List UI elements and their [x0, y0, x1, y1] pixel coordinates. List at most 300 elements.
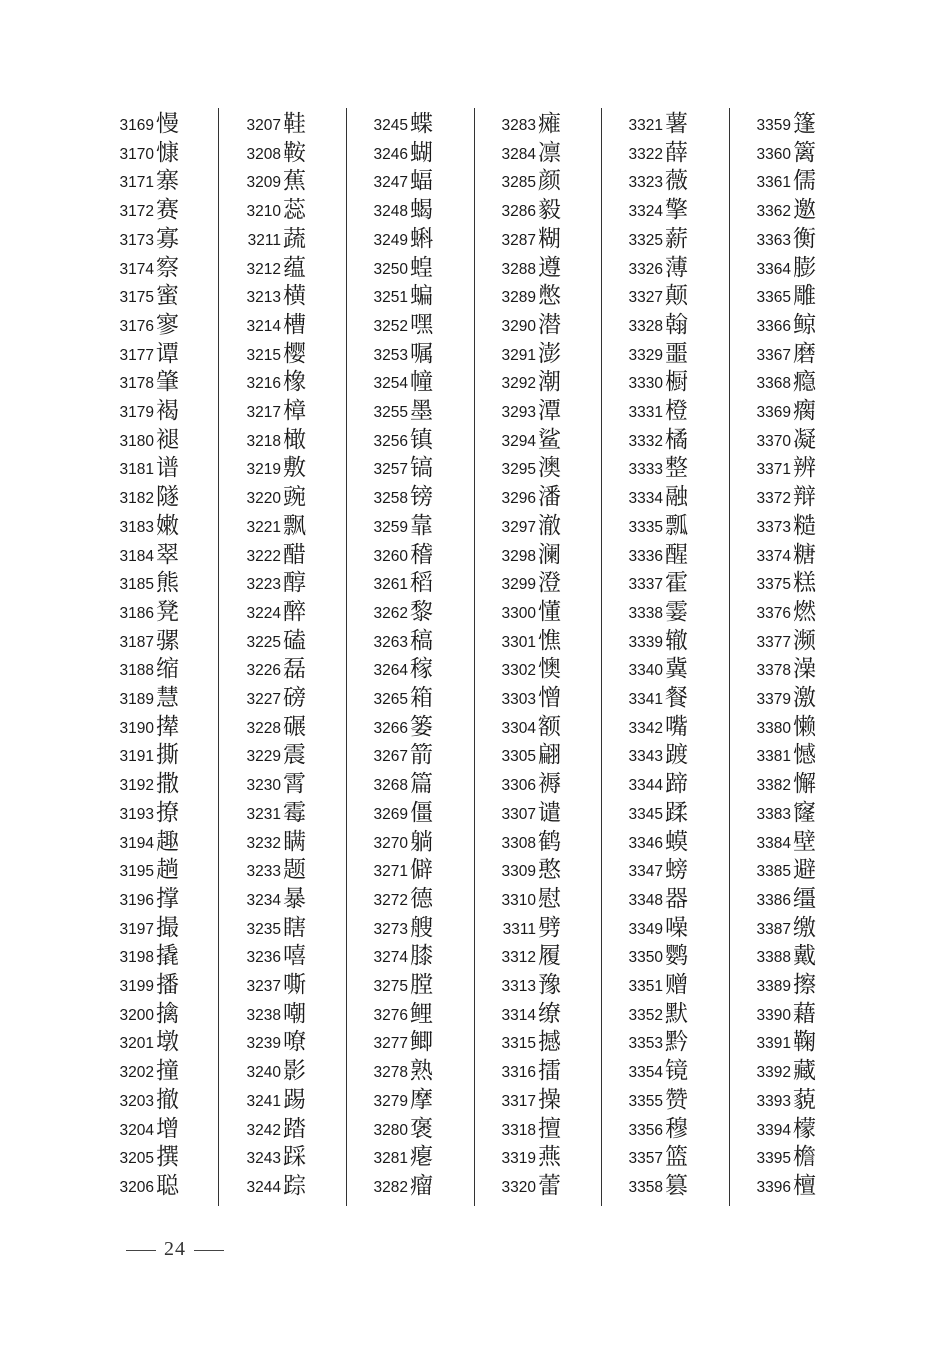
entry-character: 擦 [793, 972, 816, 998]
entry-character: 熊 [156, 570, 179, 597]
entry-number: 3242 [246, 1121, 281, 1139]
table-row [96, 1055, 220, 1084]
entry-number: 3263 [373, 633, 408, 651]
table-row [605, 223, 729, 252]
table-row [96, 194, 220, 223]
entry-number: 3385 [756, 863, 791, 881]
entry-number: 3391 [756, 1035, 791, 1053]
entry-character: 影 [283, 1058, 306, 1085]
table-row [223, 309, 347, 338]
entry-character: 噪 [665, 914, 688, 941]
entry-character: 蝎 [410, 197, 433, 224]
entry-character: 靠 [410, 512, 433, 539]
table-column [96, 108, 220, 1208]
entry-number: 3361 [756, 174, 791, 192]
table-row [223, 194, 347, 223]
table-row [733, 165, 857, 194]
entry-character: 篇 [410, 771, 433, 798]
entry-number: 3295 [501, 461, 536, 479]
entry-character: 蝗 [410, 254, 433, 281]
entry-character: 潮 [538, 369, 561, 396]
entry-number: 3198 [119, 949, 154, 967]
table-row [96, 1026, 220, 1055]
entry-number: 3355 [628, 1092, 663, 1110]
entry-character: 撰 [156, 1144, 179, 1171]
entry-number: 3233 [246, 863, 281, 881]
entry-number: 3340 [628, 662, 663, 680]
table-row [96, 998, 220, 1027]
entry-number: 3294 [501, 432, 536, 450]
entry-number: 3170 [119, 145, 154, 163]
table-row [733, 682, 857, 711]
table-row [478, 108, 602, 137]
entry-number: 3249 [373, 231, 408, 249]
entry-number: 3367 [756, 346, 791, 364]
entry-character: 缰 [793, 885, 816, 912]
entry-character: 额 [538, 713, 561, 740]
entry-character: 察 [156, 254, 179, 281]
entry-character: 糊 [538, 225, 561, 252]
table-row [223, 481, 347, 510]
entry-character: 翩 [538, 742, 561, 769]
table-row [733, 338, 857, 367]
entry-character: 嘿 [410, 311, 433, 338]
table-row [605, 1170, 729, 1199]
entry-character: 鲸 [793, 311, 816, 338]
entry-character: 薪 [665, 225, 688, 252]
entry-character: 霄 [283, 771, 306, 798]
entry-character: 镜 [665, 1058, 688, 1085]
table-row [223, 1084, 347, 1113]
entry-character: 糙 [793, 512, 816, 539]
table-row [223, 252, 347, 281]
table-row [733, 1084, 857, 1113]
entry-character: 德 [410, 885, 433, 912]
entry-character: 糕 [793, 570, 816, 597]
entry-character: 霎 [665, 598, 688, 625]
entry-character: 撒 [156, 771, 179, 798]
table-row [350, 1113, 474, 1142]
table-row [96, 912, 220, 941]
entry-number: 3312 [501, 949, 536, 967]
entry-number: 3183 [119, 518, 154, 536]
entry-character: 憋 [538, 283, 561, 310]
table-row [96, 539, 220, 568]
entry-number: 3215 [246, 346, 281, 364]
entry-number: 3175 [119, 289, 154, 307]
entry-character: 嘴 [665, 713, 688, 740]
entry-number: 3274 [373, 949, 408, 967]
table-row [733, 452, 857, 481]
table-row [96, 682, 220, 711]
table-row [96, 625, 220, 654]
table-row [478, 452, 602, 481]
table-row [605, 137, 729, 166]
entry-character: 橘 [665, 426, 688, 453]
table-row [478, 711, 602, 740]
table-row [605, 625, 729, 654]
entry-character: 磨 [793, 340, 816, 367]
entry-character: 操 [538, 1086, 561, 1113]
entry-character: 膨 [793, 254, 816, 281]
entry-character: 豫 [538, 972, 561, 998]
entry-number: 3206 [119, 1178, 154, 1196]
table-row [223, 969, 347, 998]
table-row [733, 1141, 857, 1170]
table-row [350, 596, 474, 625]
table-row [605, 309, 729, 338]
entry-number: 3227 [246, 691, 281, 708]
entry-character: 毅 [538, 197, 561, 224]
entry-number: 3307 [501, 805, 536, 823]
entry-number: 3332 [628, 432, 663, 450]
entry-number: 3318 [501, 1121, 536, 1139]
entry-character: 潘 [538, 484, 561, 511]
table-row [733, 797, 857, 826]
table-row [478, 883, 602, 912]
entry-character: 潭 [538, 398, 561, 424]
entry-character: 瞒 [283, 828, 306, 855]
entry-number: 3270 [373, 834, 408, 852]
entry-number: 3362 [756, 203, 791, 221]
entry-character: 凳 [156, 598, 179, 625]
entry-character: 趟 [156, 857, 179, 884]
entry-character: 熟 [410, 1058, 433, 1085]
entry-character: 戴 [793, 943, 816, 970]
entry-number: 3236 [246, 949, 281, 967]
entry-number: 3269 [373, 805, 408, 823]
table-row [223, 797, 347, 826]
table-row [478, 969, 602, 998]
entry-number: 3336 [628, 547, 663, 565]
table-row [605, 969, 729, 998]
table-row [350, 739, 474, 768]
table-row [350, 768, 474, 797]
entry-number: 3358 [628, 1178, 663, 1196]
entry-number: 3382 [756, 777, 791, 795]
entry-character: 嘹 [283, 1029, 306, 1056]
table-row [733, 567, 857, 596]
entry-character: 篷 [793, 111, 816, 137]
entry-character: 橱 [665, 369, 688, 396]
entry-number: 3195 [119, 863, 154, 881]
entry-character: 凝 [793, 426, 816, 453]
table-row [350, 194, 474, 223]
table-row [478, 826, 602, 855]
entry-character: 颠 [665, 283, 688, 310]
entry-number: 3229 [246, 748, 281, 766]
table-row [605, 1113, 729, 1142]
entry-character: 澡 [793, 656, 816, 683]
entry-character: 震 [283, 742, 306, 769]
entry-number: 3386 [756, 891, 791, 909]
entry-character: 艘 [410, 914, 433, 941]
entry-character: 敷 [283, 455, 306, 482]
table-row [605, 567, 729, 596]
entry-number: 3300 [501, 604, 536, 622]
table-row [350, 338, 474, 367]
entry-character: 薇 [665, 168, 688, 195]
table-row [605, 596, 729, 625]
entry-number: 3251 [373, 289, 408, 307]
entry-number: 3288 [501, 260, 536, 278]
entry-number: 3172 [119, 203, 154, 221]
entry-number: 3383 [756, 805, 791, 823]
entry-character: 踱 [665, 742, 688, 769]
table-row [223, 223, 347, 252]
table-row [350, 912, 474, 941]
table-row [96, 223, 220, 252]
table-row [478, 1084, 602, 1113]
entry-number: 3238 [246, 1006, 281, 1024]
entry-number: 3314 [501, 1006, 536, 1024]
entry-number: 3299 [501, 576, 536, 594]
entry-number: 3303 [501, 691, 536, 708]
entry-character: 避 [793, 857, 816, 884]
entry-character: 赞 [665, 1086, 688, 1113]
table-row [605, 338, 729, 367]
entry-number: 3374 [756, 547, 791, 565]
entry-number: 3302 [501, 662, 536, 680]
entry-number: 3366 [756, 317, 791, 335]
entry-character: 褒 [410, 1115, 433, 1142]
entry-character: 鲨 [538, 426, 561, 453]
entry-character: 辩 [793, 484, 816, 511]
entry-number: 3194 [119, 834, 154, 852]
entry-number: 3304 [501, 719, 536, 737]
entry-character: 樱 [283, 340, 306, 367]
entry-character: 慰 [538, 885, 561, 912]
entry-character: 澜 [538, 541, 561, 568]
table-row [478, 567, 602, 596]
entry-character: 赠 [665, 972, 688, 998]
table-row [350, 797, 474, 826]
entry-character: 磊 [283, 656, 306, 683]
table-row [478, 510, 602, 539]
table-row [350, 969, 474, 998]
entry-number: 3266 [373, 719, 408, 737]
entry-character: 澎 [538, 340, 561, 367]
table-row [605, 510, 729, 539]
page-number: 24 [164, 1238, 186, 1260]
entry-character: 儒 [793, 168, 816, 195]
table-row [733, 998, 857, 1027]
table-row [478, 338, 602, 367]
entry-number: 3339 [628, 633, 663, 651]
table-row [605, 539, 729, 568]
entry-number: 3184 [119, 547, 154, 565]
table-row [478, 912, 602, 941]
entry-number: 3321 [628, 117, 663, 134]
table-row [96, 739, 220, 768]
table-row [223, 998, 347, 1027]
entry-number: 3237 [246, 978, 281, 995]
entry-number: 3384 [756, 834, 791, 852]
entry-character: 踪 [283, 1172, 306, 1199]
entry-character: 撞 [156, 1058, 179, 1085]
entry-character: 横 [283, 283, 306, 310]
entry-number: 3199 [119, 978, 154, 995]
entry-number: 3179 [119, 404, 154, 421]
entry-character: 谴 [538, 799, 561, 826]
table-row [96, 395, 220, 424]
table-row [223, 1055, 347, 1084]
table-row [96, 452, 220, 481]
table-row [605, 653, 729, 682]
table-row [223, 137, 347, 166]
entry-character: 瘸 [793, 398, 816, 424]
table-row [350, 539, 474, 568]
table-row [478, 596, 602, 625]
entry-character: 嘻 [283, 943, 306, 970]
entry-character: 辙 [665, 627, 688, 654]
entry-number: 3181 [119, 461, 154, 479]
entry-number: 3390 [756, 1006, 791, 1024]
entry-character: 篓 [410, 713, 433, 740]
entry-character: 憨 [538, 857, 561, 884]
entry-character: 寥 [156, 311, 179, 338]
table-row [733, 625, 857, 654]
table-row [733, 252, 857, 281]
table-row [223, 1141, 347, 1170]
entry-number: 3214 [246, 317, 281, 335]
entry-number: 3371 [756, 461, 791, 479]
table-row [223, 452, 347, 481]
table-row [478, 309, 602, 338]
entry-character: 墨 [410, 398, 433, 424]
entry-number: 3257 [373, 461, 408, 479]
entry-number: 3333 [628, 461, 663, 479]
table-row [96, 1113, 220, 1142]
entry-number: 3224 [246, 604, 281, 622]
entry-number: 3241 [246, 1092, 281, 1110]
entry-number: 3264 [373, 662, 408, 680]
entry-character: 肇 [156, 369, 179, 396]
table-row [733, 768, 857, 797]
table-row [478, 1055, 602, 1084]
entry-character: 嘶 [283, 972, 306, 998]
table-row [350, 940, 474, 969]
entry-character: 僵 [410, 799, 433, 826]
entry-number: 3285 [501, 174, 536, 192]
table-column [733, 108, 857, 1208]
entry-character: 邀 [793, 197, 816, 224]
table-row [350, 395, 474, 424]
entry-character: 踏 [283, 1115, 306, 1142]
entry-number: 3392 [756, 1064, 791, 1082]
table-row [733, 424, 857, 453]
entry-character: 撮 [156, 914, 179, 941]
entry-character: 慢 [156, 111, 179, 137]
entry-character: 谭 [156, 340, 179, 367]
entry-character: 器 [665, 885, 688, 912]
table-column [350, 108, 474, 1208]
entry-character: 激 [793, 685, 816, 711]
entry-character: 檬 [793, 1115, 816, 1142]
entry-number: 3305 [501, 748, 536, 766]
entry-character: 澳 [538, 455, 561, 482]
entry-number: 3297 [501, 518, 536, 536]
entry-character: 蜜 [156, 283, 179, 310]
entry-number: 3176 [119, 317, 154, 335]
entry-character: 僻 [410, 857, 433, 884]
table-row [605, 165, 729, 194]
entry-number: 3310 [501, 891, 536, 909]
entry-number: 3273 [373, 920, 408, 938]
table-row [733, 912, 857, 941]
entry-number: 3396 [756, 1178, 791, 1196]
entry-character: 蕾 [538, 1172, 561, 1199]
table-row [96, 797, 220, 826]
table-row [96, 883, 220, 912]
table-row [350, 567, 474, 596]
entry-number: 3204 [119, 1121, 154, 1139]
table-row [605, 912, 729, 941]
entry-number: 3278 [373, 1064, 408, 1082]
entry-number: 3313 [501, 978, 536, 995]
entry-character: 醒 [665, 541, 688, 568]
entry-number: 3171 [119, 174, 154, 192]
entry-number: 3173 [119, 231, 154, 249]
table-row [733, 280, 857, 309]
table-row [733, 309, 857, 338]
entry-character: 瘤 [410, 1172, 433, 1199]
table-row [96, 481, 220, 510]
entry-character: 融 [665, 484, 688, 511]
table-row [96, 366, 220, 395]
table-row [96, 826, 220, 855]
table-row [478, 940, 602, 969]
entry-number: 3272 [373, 891, 408, 909]
table-row [223, 739, 347, 768]
table-row [605, 252, 729, 281]
entry-number: 3250 [373, 260, 408, 278]
entry-number: 3190 [119, 719, 154, 737]
table-row [223, 682, 347, 711]
entry-character: 骡 [156, 627, 179, 654]
entry-number: 3330 [628, 375, 663, 393]
table-row [223, 912, 347, 941]
entry-character: 憔 [538, 627, 561, 654]
table-row [223, 567, 347, 596]
entry-character: 磅 [283, 685, 306, 711]
entry-character: 踩 [283, 1144, 306, 1171]
entry-character: 燕 [538, 1144, 561, 1171]
entry-character: 槽 [283, 311, 306, 338]
entry-character: 稻 [410, 570, 433, 597]
entry-character: 懂 [538, 598, 561, 625]
table-row [223, 768, 347, 797]
entry-number: 3343 [628, 748, 663, 766]
table-row [223, 424, 347, 453]
entry-number: 3210 [246, 203, 281, 221]
entry-character: 稽 [410, 541, 433, 568]
table-row [733, 395, 857, 424]
entry-number: 3254 [373, 375, 408, 393]
entry-number: 3271 [373, 863, 408, 881]
entry-character: 慧 [156, 685, 179, 711]
entry-character: 凛 [538, 139, 561, 166]
entry-character: 撑 [156, 885, 179, 912]
entry-number: 3319 [501, 1150, 536, 1168]
entry-number: 3268 [373, 777, 408, 795]
table-row [605, 1055, 729, 1084]
entry-number: 3197 [119, 920, 154, 938]
entry-number: 3228 [246, 719, 281, 737]
entry-number: 3262 [373, 604, 408, 622]
entry-number: 3187 [119, 633, 154, 651]
table-row [96, 969, 220, 998]
